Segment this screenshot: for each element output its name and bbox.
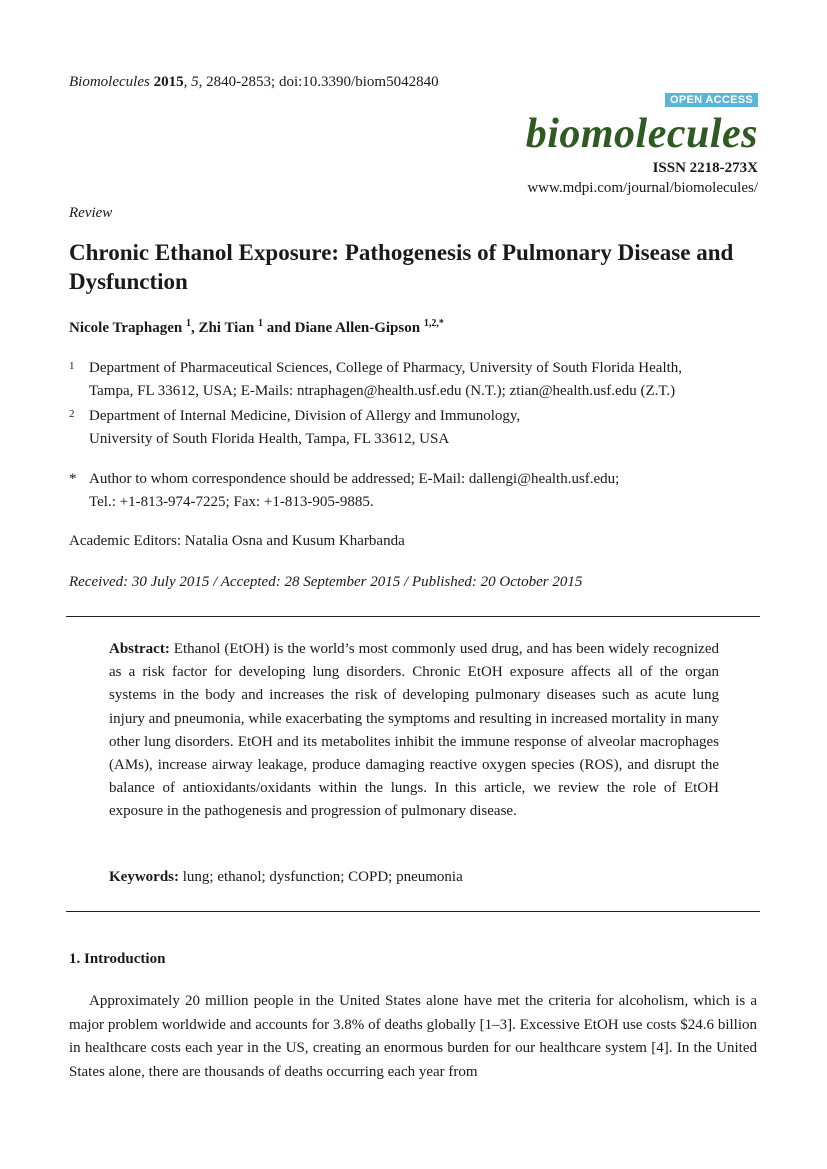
affiliation-line: Department of Internal Medicine, Division of Allergy and Immunology, <box>89 408 521 424</box>
academic-editors: Academic Editors: Natalia Osna and Kusum Kharbanda <box>69 533 405 549</box>
journal-logo: biomolecules <box>525 111 758 157</box>
volume: 5 <box>191 74 199 90</box>
open-access-badge: OPEN ACCESS <box>665 93 758 107</box>
correspondence-line: Tel.: +1-813-974-7225; Fax: +1-813-905-9885. <box>89 494 374 510</box>
keywords-label: Keywords: <box>109 869 179 885</box>
keywords <box>109 869 463 886</box>
abstract-label: Abstract: <box>109 641 170 657</box>
affiliation-number: 1 <box>69 360 75 372</box>
journal-url[interactable]: www.mdpi.com/journal/biomolecules/ <box>527 180 758 196</box>
author-affil-mark: 1 <box>185 318 191 329</box>
issn: ISSN 2218-273X <box>652 160 758 176</box>
section-heading: 1. Introduction <box>69 951 166 967</box>
correspondence-mark: * <box>69 471 77 487</box>
keywords-text: lung; ethanol; dysfunction; COPD; pneumonia <box>182 869 463 885</box>
pages-doi: , 2840-2853; doi:10.3390/biom5042840 <box>198 74 439 90</box>
citation-line: Biomolecules 2015, 5, 2840-2853; doi:10.3390/biom5042840 <box>69 74 439 90</box>
publication-dates: Received: 30 July 2015 / Accepted: 28 September 2015 / Published: 20 October 2015 <box>69 574 583 590</box>
article-title: Chronic Ethanol Exposure: Pathogenesis of Pulmonary Disease and Dysfunction <box>69 240 734 294</box>
author-affil-mark: 1 <box>257 318 263 329</box>
author-name: Diane Allen-Gipson <box>294 320 421 336</box>
author-name: Zhi Tian <box>198 320 255 336</box>
author-list <box>69 318 444 337</box>
author-separator: and <box>262 320 295 336</box>
correspondence-line[interactable]: Author to whom correspondence should be addressed; E-Mail: dallengi@health.usf.edu; <box>89 471 620 487</box>
journal-name: Biomolecules <box>69 74 150 90</box>
affiliation-line: Department of Pharmaceutical Sciences, College of Pharmacy, University of South Florida Health, <box>89 360 683 376</box>
affiliation-line: University of South Florida Health, Tampa, FL 33612, USA <box>89 431 450 447</box>
article-type: Review <box>69 205 113 221</box>
affiliation-number: 2 <box>69 408 75 420</box>
abstract-text: Ethanol (EtOH) is the world’s most commonly used drug, and has been widely recognized as a risk factor for developing lung disorders. Chronic EtOH exposure affects all of the organ systems in the body and increases the risk of developing pulmonary diseases such as acute lung injury and pneumonia, while exacerbating the symptoms and resulting in increased mortality in many other lung disorders. EtOH and its metabolites inhibit the immune response of alveolar macrophages (AMs), increase airway leakage, produce damaging reactive oxygen species (ROS), and disrupt the balance of antioxidants/oxidants within the lungs. In this article, we review the role of EtOH exposure in the pathogenesis and progression of pulmonary disease. <box>109 641 719 820</box>
author-affil-mark: 1,2,* <box>423 318 444 329</box>
abstract <box>109 638 719 824</box>
divider-top <box>66 616 760 617</box>
year: 2015 <box>153 74 184 90</box>
affiliation-line: Tampa, FL 33612, USA; E-Mails: ntraphagen@health.usf.edu (N.T.); ztian@health.usf.edu (Z.T.) <box>89 383 676 399</box>
divider-bottom <box>66 911 760 912</box>
author-separator: , <box>190 320 199 336</box>
body-paragraph: Approximately 20 million people in the United States alone have met the criteria for alcoholism, which is a major problem worldwide and accounts for 3.8% of deaths globally [1–3]. Excessive EtOH use costs $24.6 billion in healthcare costs each year in the US, creating an enormous burden for our healthcare system [4]. In the United States alone, there are thousands of deaths occurring each year from <box>69 993 757 1080</box>
author-name: Nicole Traphagen <box>69 320 183 336</box>
